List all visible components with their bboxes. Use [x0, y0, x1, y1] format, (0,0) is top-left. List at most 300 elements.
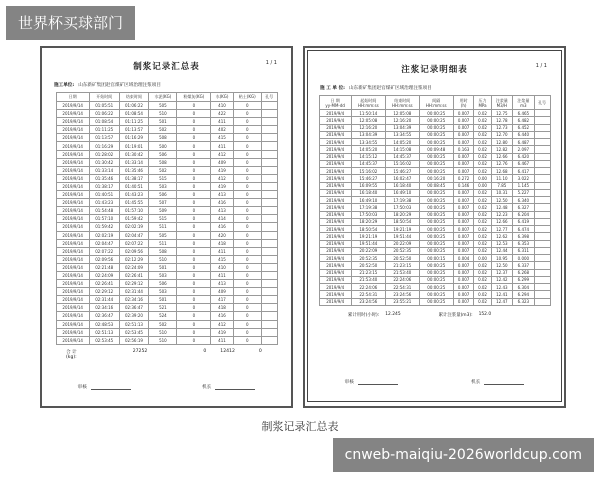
table-cell: 0: [233, 134, 261, 142]
table-cell: [261, 296, 277, 304]
table-row: [56, 288, 277, 296]
table-cell: 19:51:44: [385, 233, 419, 240]
table-cell: 0: [233, 312, 261, 320]
table-cell: 0.02: [474, 110, 491, 117]
table-cell: 0: [233, 142, 261, 150]
table-row: [56, 280, 277, 288]
table-cell: 02:51:13: [89, 328, 119, 336]
table-cell: 0: [177, 247, 211, 255]
table-cell: 00:00:15: [419, 255, 453, 262]
table-row: [56, 126, 277, 134]
table-cell: 20:52:50: [385, 255, 419, 262]
table-cell: 0.02: [474, 233, 491, 240]
table-cell: 2019/9/14: [56, 142, 89, 150]
table-cell: 00:00:25: [419, 269, 453, 276]
table-row: [319, 284, 550, 291]
table-cell: 2019/9/4: [319, 276, 351, 283]
table-cell: 0: [177, 304, 211, 312]
table-cell: 2019/9/14: [56, 158, 89, 166]
table-cell: 17:19:38: [351, 204, 385, 211]
table-cell: [534, 233, 550, 240]
table-cell: 12.47: [491, 298, 513, 305]
table-cell: 01:30:42: [89, 158, 119, 166]
table-cell: 12:05:08: [351, 117, 385, 124]
table-cell: 00:00:25: [419, 247, 453, 254]
table-cell: 13:34:55: [351, 139, 385, 146]
table-cell: 0: [233, 174, 261, 182]
table-cell: 02:07:22: [89, 247, 119, 255]
table-cell: 0.02: [474, 218, 491, 225]
sheet-title: 注浆记录明细表: [401, 65, 468, 75]
column-header: 结束时间 HH:mm:ss: [385, 96, 419, 110]
table-cell: 12.37: [491, 269, 513, 276]
table-cell: 0: [233, 239, 261, 247]
table-cell: 0.007: [453, 204, 474, 211]
table-row: [56, 239, 277, 247]
table-cell: 01:30:42: [119, 150, 149, 158]
table-cell: [534, 175, 550, 182]
table-cell: 0.004: [453, 255, 474, 262]
table-cell: 02:04:47: [119, 231, 149, 239]
image-caption: 制浆记录汇总表: [261, 420, 339, 433]
operator-signature: [202, 384, 255, 390]
table-cell: 0: [177, 102, 211, 110]
table-cell: 0.007: [453, 110, 474, 117]
table-cell: 508: [149, 134, 177, 142]
construction-unit-label: 施工单位:: [54, 82, 75, 88]
table-row: [319, 131, 550, 138]
table-cell: 2019/9/14: [56, 110, 89, 118]
table-cell: 02:53:45: [119, 328, 149, 336]
table-cell: 00:00:25: [419, 153, 453, 160]
table-row: [56, 166, 277, 174]
table-cell: 2019/9/14: [56, 296, 89, 304]
table-cell: 0: [177, 182, 211, 190]
table-cell: 0.007: [453, 226, 474, 233]
table-cell: 0.007: [453, 211, 474, 218]
table-cell: 509: [149, 207, 177, 215]
table-cell: 6.311: [513, 247, 535, 254]
table-cell: 410: [211, 263, 233, 271]
table-cell: 6.420: [513, 153, 535, 160]
table-cell: 0.02: [474, 276, 491, 283]
table-cell: 3.022: [513, 175, 535, 182]
table-cell: [534, 247, 550, 254]
table-cell: [534, 110, 550, 117]
table-cell: 0.007: [453, 233, 474, 240]
column-header: 起始时间 HH:mm:ss: [351, 96, 385, 110]
table-cell: 00:16:20: [419, 175, 453, 182]
table-cell: 2019/9/4: [319, 139, 351, 146]
table-row: [56, 223, 277, 231]
table-cell: 20:52:35: [385, 247, 419, 254]
table-row: [319, 182, 550, 189]
table-cell: [261, 304, 277, 312]
table-cell: 00:00:25: [419, 189, 453, 196]
table-cell: 02:48:53: [89, 320, 119, 328]
table-cell: 12.23: [491, 211, 513, 218]
table-cell: 01:06:22: [119, 102, 149, 110]
table-cell: 6.299: [513, 276, 535, 283]
table-cell: 22:24:06: [385, 276, 419, 283]
table-cell: 2019/9/14: [56, 207, 89, 215]
sheet-header: [308, 63, 561, 81]
table-cell: 0.007: [453, 240, 474, 247]
table-cell: 0: [233, 255, 261, 263]
table-row: [56, 207, 277, 215]
table-cell: 22:24:06: [351, 284, 385, 291]
table-cell: 0: [233, 102, 261, 110]
total-row: [42, 345, 291, 360]
table-cell: [534, 255, 550, 262]
table-cell: 2019/9/4: [319, 255, 351, 262]
table-cell: 02:56:19: [119, 336, 149, 344]
table-cell: [534, 160, 550, 167]
table-cell: 6.353: [513, 240, 535, 247]
table-row: [319, 139, 550, 146]
table-cell: 12:16:20: [351, 124, 385, 131]
table-cell: 0: [177, 126, 211, 134]
table-row: [56, 328, 277, 336]
table-cell: 6.487: [513, 139, 535, 146]
table-cell: 02:24:09: [119, 263, 149, 271]
table-cell: 411: [211, 142, 233, 150]
table-cell: 17:19:38: [385, 197, 419, 204]
table-cell: 511: [149, 223, 177, 231]
table-row: [56, 336, 277, 344]
table-cell: 521: [149, 304, 177, 312]
table-cell: 02:29:12: [89, 288, 119, 296]
table-cell: 416: [211, 199, 233, 207]
table-cell: [261, 150, 277, 158]
table-cell: 2019/9/4: [319, 197, 351, 204]
column-header: 注浆量 m3: [513, 96, 535, 110]
table-cell: 0: [233, 231, 261, 239]
table-cell: 20:52:35: [351, 255, 385, 262]
table-cell: [261, 312, 277, 320]
table-cell: 510: [149, 328, 177, 336]
table-cell: 00:00:25: [419, 291, 453, 298]
table-cell: 01:08:54: [89, 118, 119, 126]
table-cell: 15:16:02: [385, 160, 419, 167]
table-cell: 0.007: [453, 168, 474, 175]
table-cell: 505: [149, 102, 177, 110]
table-cell: 2019/9/14: [56, 312, 89, 320]
table-cell: 6.467: [513, 160, 535, 167]
table-cell: 412: [211, 174, 233, 182]
table-cell: 12.82: [491, 146, 513, 153]
table-cell: 0: [233, 288, 261, 296]
table-cell: 14:45:37: [351, 160, 385, 167]
table-row: [319, 291, 550, 298]
table-cell: 2019/9/14: [56, 304, 89, 312]
table-cell: 2019/9/4: [319, 211, 351, 218]
table-cell: 16:18:40: [351, 189, 385, 196]
table-cell: 01:40:51: [119, 182, 149, 190]
table-cell: 2019/9/4: [319, 291, 351, 298]
table-cell: 2019/9/14: [56, 255, 89, 263]
column-header: 孔号: [261, 93, 277, 102]
column-header: 间隔 HH:mm:ss: [419, 96, 453, 110]
table-cell: 02:39:20: [119, 312, 149, 320]
table-cell: 19:21:19: [351, 233, 385, 240]
table-cell: 0: [233, 223, 261, 231]
table-cell: 16:02:47: [385, 175, 419, 182]
table-cell: 01:57:10: [119, 207, 149, 215]
table-cell: 0: [233, 158, 261, 166]
table-cell: [534, 139, 550, 146]
table-cell: 0: [177, 134, 211, 142]
table-cell: 23:24:56: [385, 291, 419, 298]
table-cell: 02:36:47: [89, 312, 119, 320]
table-cell: 0.02: [474, 124, 491, 131]
table-cell: 0: [177, 158, 211, 166]
table-cell: 416: [211, 223, 233, 231]
table-cell: 6.452: [513, 124, 535, 131]
table-cell: 12.50: [491, 262, 513, 269]
table-cell: 12.41: [491, 291, 513, 298]
table-cell: 2019/9/4: [319, 262, 351, 269]
table-cell: [261, 247, 277, 255]
table-cell: 02:51:13: [119, 320, 149, 328]
table-cell: 0.02: [474, 168, 491, 175]
table-cell: 2019/9/4: [319, 298, 351, 305]
table-cell: [534, 298, 550, 305]
table-cell: [261, 126, 277, 134]
table-cell: 0: [233, 215, 261, 223]
table-cell: 17:50:03: [385, 204, 419, 211]
table-cell: 2019/9/14: [56, 231, 89, 239]
table-cell: [261, 134, 277, 142]
table-cell: [261, 239, 277, 247]
table-cell: 00:00:25: [419, 240, 453, 247]
site-url-badge[interactable]: cnweb-maiqiu-2026worldcup.com: [333, 438, 594, 472]
table-row: [56, 174, 277, 182]
table-row: [56, 110, 277, 118]
grouting-detail-table: [319, 95, 551, 306]
table-cell: 2019/9/4: [319, 117, 351, 124]
table-cell: 12.73: [491, 124, 513, 131]
table-cell: 21:23:15: [385, 262, 419, 269]
table-cell: 0: [233, 336, 261, 344]
table-row: [56, 150, 277, 158]
table-cell: 2019/9/14: [56, 288, 89, 296]
table-cell: 0: [233, 110, 261, 118]
table-row: [319, 117, 550, 124]
table-cell: 524: [149, 312, 177, 320]
table-cell: 506: [149, 280, 177, 288]
table-cell: 0: [177, 110, 211, 118]
table-cell: 418: [211, 239, 233, 247]
table-cell: 411: [211, 247, 233, 255]
table-cell: 0.007: [453, 284, 474, 291]
table-cell: 12.68: [491, 168, 513, 175]
table-cell: 0: [233, 320, 261, 328]
table-cell: 507: [149, 199, 177, 207]
table-row: [56, 263, 277, 271]
table-cell: 2019/9/4: [319, 218, 351, 225]
table-cell: 6.340: [513, 197, 535, 204]
table-cell: [261, 191, 277, 199]
table-cell: [534, 124, 550, 131]
table-cell: 0.163: [453, 146, 474, 153]
grouting-detail-sheet: [303, 46, 566, 408]
table-cell: 419: [211, 328, 233, 336]
total-cement: 27252: [132, 348, 148, 354]
table-cell: 23:55:21: [385, 298, 419, 305]
table-cell: 01:59:42: [89, 223, 119, 231]
slurry-summary-table: [56, 92, 278, 345]
column-header: 结束时间: [119, 93, 149, 102]
table-cell: 0.02: [474, 204, 491, 211]
table-cell: 14:05:20: [385, 139, 419, 146]
table-cell: 415: [211, 134, 233, 142]
table-cell: 12.70: [491, 131, 513, 138]
table-cell: 2019/9/14: [56, 199, 89, 207]
table-cell: 2019/9/14: [56, 247, 89, 255]
table-row: [319, 189, 550, 196]
table-cell: 0: [177, 215, 211, 223]
table-cell: [261, 182, 277, 190]
table-cell: 2019/9/14: [56, 182, 89, 190]
table-cell: 7.85: [491, 182, 513, 189]
table-cell: 6.294: [513, 291, 535, 298]
table-cell: 12.62: [491, 233, 513, 240]
table-cell: 12.66: [491, 153, 513, 160]
table-row: [319, 218, 550, 225]
table-cell: 422: [211, 110, 233, 118]
table-row: [319, 146, 550, 153]
table-cell: 0.007: [453, 160, 474, 167]
table-cell: 409: [211, 158, 233, 166]
table-cell: 01:35:46: [89, 174, 119, 182]
table-cell: [261, 166, 277, 174]
table-cell: [261, 336, 277, 344]
table-cell: 0.02: [474, 146, 491, 153]
table-cell: 0: [177, 174, 211, 182]
table-cell: 0.007: [453, 269, 474, 276]
table-row: [56, 215, 277, 223]
table-row: [319, 276, 550, 283]
table-cell: 2019/9/4: [319, 182, 351, 189]
table-cell: 01:06:22: [89, 110, 119, 118]
table-cell: [534, 117, 550, 124]
table-cell: 0: [177, 223, 211, 231]
table-cell: 0.007: [453, 197, 474, 204]
table-row: [319, 226, 550, 233]
table-cell: 00:00:25: [419, 226, 453, 233]
table-cell: 505: [149, 231, 177, 239]
table-row: [319, 298, 550, 305]
table-cell: 01:38:17: [119, 174, 149, 182]
table-row: [56, 199, 277, 207]
table-cell: 01:11:25: [89, 126, 119, 134]
sum-time-value: 12.245: [385, 311, 401, 317]
table-cell: [534, 226, 550, 233]
table-cell: [534, 291, 550, 298]
table-cell: 410: [211, 102, 233, 110]
table-cell: 02:09:56: [119, 247, 149, 255]
table-cell: 0: [177, 288, 211, 296]
table-cell: [261, 102, 277, 110]
table-cell: 21:53:40: [385, 269, 419, 276]
table-cell: 2019/9/14: [56, 126, 89, 134]
table-cell: 00:00:25: [419, 117, 453, 124]
table-cell: 0: [177, 328, 211, 336]
table-cell: 0: [233, 296, 261, 304]
operator-label: 机长: [202, 385, 212, 390]
operator-signature: [471, 379, 524, 385]
table-cell: 17:50:03: [351, 211, 385, 218]
table-cell: [534, 284, 550, 291]
table-cell: [261, 142, 277, 150]
table-cell: 18:50:54: [351, 226, 385, 233]
table-cell: 0.02: [474, 240, 491, 247]
table-cell: 415: [211, 255, 233, 263]
table-cell: [261, 199, 277, 207]
table-cell: 414: [211, 215, 233, 223]
table-cell: 23:24:56: [351, 298, 385, 305]
table-cell: 2019/9/14: [56, 166, 89, 174]
table-cell: 01:16:29: [89, 142, 119, 150]
table-cell: 01:57:10: [89, 215, 119, 223]
table-row: [319, 204, 550, 211]
table-cell: 0: [233, 191, 261, 199]
table-cell: 21:23:15: [351, 269, 385, 276]
table-cell: 2019/9/14: [56, 263, 89, 271]
table-cell: 00:00:25: [419, 218, 453, 225]
table-cell: 00:00:25: [419, 124, 453, 131]
table-cell: 0.02: [474, 262, 491, 269]
table-cell: 00:00:25: [419, 233, 453, 240]
table-cell: 15:16:02: [351, 168, 385, 175]
table-cell: [261, 118, 277, 126]
table-cell: 00:09:48: [419, 146, 453, 153]
table-cell: 13:04:39: [385, 124, 419, 131]
column-header: 水(KG): [211, 93, 233, 102]
table-cell: 2019/9/14: [56, 215, 89, 223]
table-cell: [261, 215, 277, 223]
table-cell: 0.02: [474, 291, 491, 298]
table-cell: 00:00:25: [419, 160, 453, 167]
table-cell: 0.000: [513, 255, 535, 262]
table-cell: 15:46:27: [351, 175, 385, 182]
table-cell: 00:00:25: [419, 211, 453, 218]
table-cell: 2019/9/4: [319, 233, 351, 240]
table-cell: 12:16:20: [385, 117, 419, 124]
table-cell: 2019/9/4: [319, 284, 351, 291]
table-cell: 0.02: [474, 189, 491, 196]
table-cell: [534, 146, 550, 153]
construction-unit-value: 山东新矿集团赵官煤矿区域治理注浆项目: [349, 85, 432, 91]
table-cell: 0: [177, 142, 211, 150]
table-cell: 12.80: [491, 139, 513, 146]
table-cell: 2019/9/14: [56, 174, 89, 182]
table-cell: 6.327: [513, 204, 535, 211]
column-header: 开始时间: [89, 93, 119, 102]
table-row: [56, 296, 277, 304]
table-cell: 00:00:25: [419, 110, 453, 117]
table-cell: 01:35:46: [119, 166, 149, 174]
table-cell: 0: [233, 150, 261, 158]
table-cell: 19:21:19: [385, 226, 419, 233]
table-cell: 0.007: [453, 298, 474, 305]
table-cell: [534, 204, 550, 211]
table-cell: 02:53:45: [89, 336, 119, 344]
table-cell: [261, 288, 277, 296]
table-cell: 515: [149, 174, 177, 182]
table-cell: 506: [149, 150, 177, 158]
